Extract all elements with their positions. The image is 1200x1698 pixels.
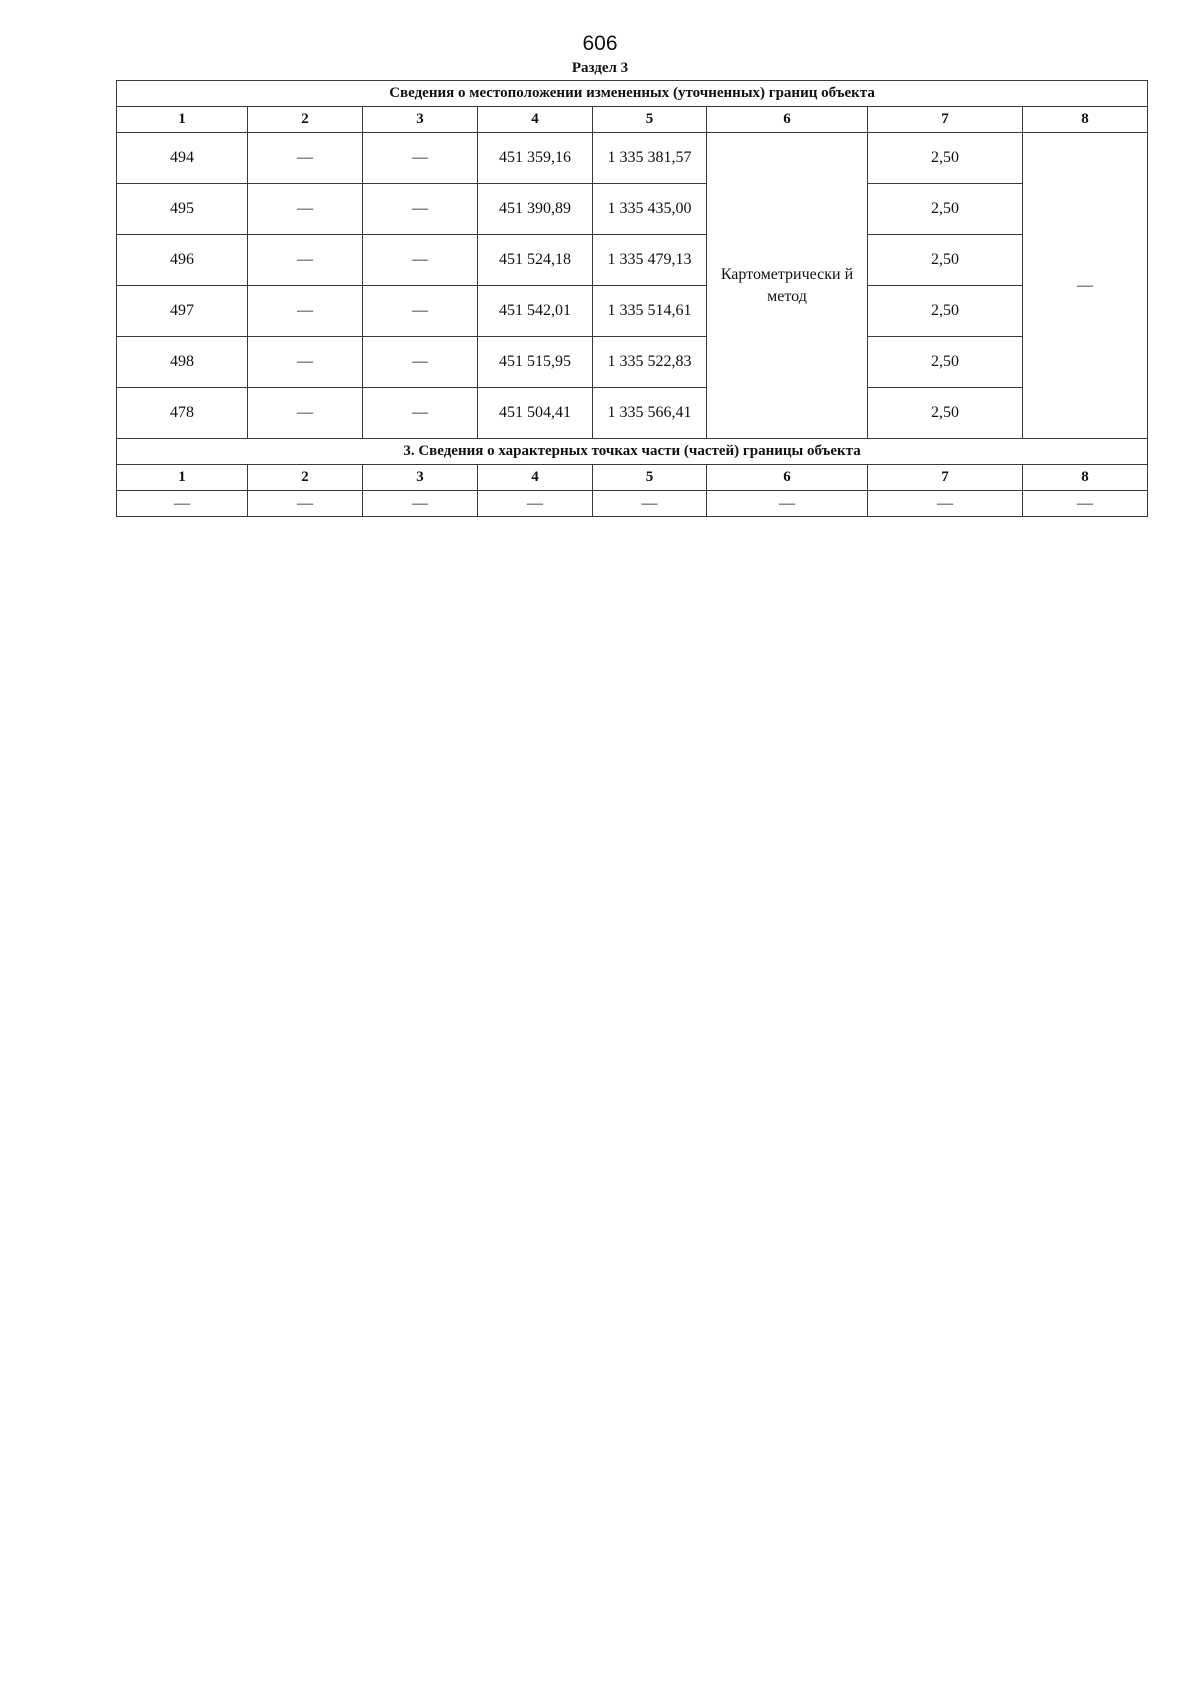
- coordinate-x: 451 515,95: [478, 337, 593, 388]
- accuracy-value: 2,50: [868, 337, 1023, 388]
- table-row: [117, 133, 1148, 184]
- table-row: [117, 337, 1148, 388]
- section-title: Раздел 3: [571, 60, 629, 76]
- point-number: 497: [117, 286, 248, 337]
- column-number: 8: [1023, 107, 1148, 133]
- dash-cell: —: [868, 491, 1023, 517]
- accuracy-value: 2,50: [868, 388, 1023, 439]
- point-number: 498: [117, 337, 248, 388]
- column-8-value: —: [1023, 133, 1148, 439]
- coordinate-x: 451 504,41: [478, 388, 593, 439]
- table-row: [117, 286, 1148, 337]
- column-number: 7: [868, 107, 1023, 133]
- dash-cell: —: [117, 491, 248, 517]
- dash-cell: —: [363, 388, 478, 439]
- dash-cell: —: [363, 235, 478, 286]
- column-number: 4: [478, 465, 593, 491]
- coordinate-y: 1 335 479,13: [593, 235, 707, 286]
- column-number: 2: [248, 107, 363, 133]
- column-number: 6: [707, 465, 868, 491]
- coordinate-x: 451 359,16: [478, 133, 593, 184]
- column-number: 2: [248, 465, 363, 491]
- column-number: 4: [478, 107, 593, 133]
- column-number: 3: [363, 465, 478, 491]
- dash-cell: —: [363, 286, 478, 337]
- dash-cell: —: [248, 491, 363, 517]
- dash-cell: —: [363, 337, 478, 388]
- table-row: [117, 184, 1148, 235]
- dash-cell: —: [248, 286, 363, 337]
- dash-cell: —: [248, 337, 363, 388]
- accuracy-value: 2,50: [868, 133, 1023, 184]
- dash-cell: —: [707, 491, 868, 517]
- accuracy-value: 2,50: [868, 184, 1023, 235]
- column-number: 3: [363, 107, 478, 133]
- point-number: 496: [117, 235, 248, 286]
- column-number: 1: [117, 107, 248, 133]
- dash-cell: —: [363, 184, 478, 235]
- coordinate-x: 451 524,18: [478, 235, 593, 286]
- column-number: 5: [593, 107, 707, 133]
- dash-cell: —: [248, 388, 363, 439]
- dash-cell: —: [248, 184, 363, 235]
- dash-cell: —: [478, 491, 593, 517]
- point-number: 495: [117, 184, 248, 235]
- column-number: 7: [868, 465, 1023, 491]
- point-number: 478: [117, 388, 248, 439]
- dash-cell: —: [363, 491, 478, 517]
- boundary-table: [116, 80, 1148, 517]
- point-number: 494: [117, 133, 248, 184]
- column-number: 8: [1023, 465, 1148, 491]
- part-points-caption: 3. Сведения о характерных точках части (частей) границы объекта: [117, 439, 1148, 465]
- table-row: [117, 235, 1148, 286]
- column-number: 6: [707, 107, 868, 133]
- dash-cell: —: [1023, 491, 1148, 517]
- accuracy-value: 2,50: [868, 286, 1023, 337]
- page-number: 606: [582, 32, 618, 55]
- table-row: [117, 491, 1148, 517]
- coordinate-y: 1 335 566,41: [593, 388, 707, 439]
- coordinate-x: 451 542,01: [478, 286, 593, 337]
- coordinate-x: 451 390,89: [478, 184, 593, 235]
- dash-cell: —: [248, 235, 363, 286]
- coordinate-y: 1 335 522,83: [593, 337, 707, 388]
- dash-cell: —: [248, 133, 363, 184]
- coordinate-y: 1 335 435,00: [593, 184, 707, 235]
- accuracy-value: 2,50: [868, 235, 1023, 286]
- column-number: 5: [593, 465, 707, 491]
- method-cell: Картометрически й метод: [707, 133, 868, 439]
- coordinate-y: 1 335 514,61: [593, 286, 707, 337]
- dash-cell: —: [593, 491, 707, 517]
- coordinate-y: 1 335 381,57: [593, 133, 707, 184]
- column-number: 1: [117, 465, 248, 491]
- dash-cell: —: [363, 133, 478, 184]
- table-row: [117, 388, 1148, 439]
- changed-boundaries-caption: Сведения о местоположении измененных (уточненных) границ объекта: [117, 81, 1148, 107]
